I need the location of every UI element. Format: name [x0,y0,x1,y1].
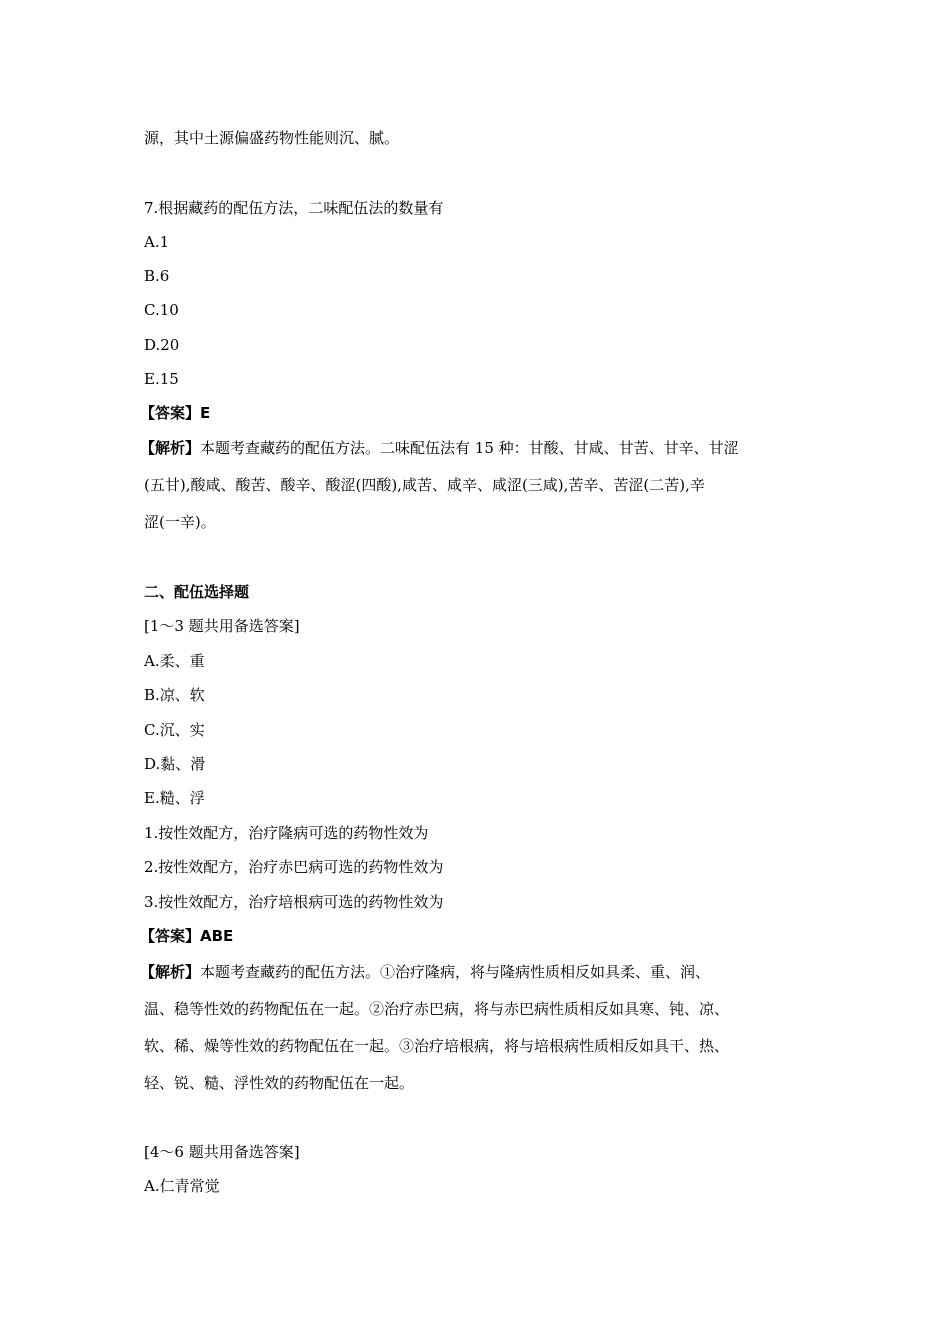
group1-option-a: A.柔、重 [144,652,205,670]
q7-analysis-line-3: 涩(一辛)。 [144,513,216,531]
q7-option-c: C.10 [144,301,179,319]
analysis-label: 【解析】 [140,439,201,457]
q7-answer [140,403,210,423]
group1-question-3: 3.按性效配方，治疗培根病可选的药物性效为 [144,893,444,911]
group1-analysis-line-4: 轻、锐、糙、浮性效的药物配伍在一起。 [144,1074,415,1092]
q7-analysis-line-1 [140,438,739,458]
q7-option-e: E.15 [144,370,179,388]
analysis-text: 本题考查藏药的配伍方法。二味配伍法有 15 种：甘酸、甘咸、甘苦、甘辛、甘涩 [200,439,739,457]
answer-value: E [200,404,211,422]
question-7-stem: 7.根据藏药的配伍方法，二味配伍法的数量有 [144,199,444,217]
answer-label: 【答案】 [140,404,201,422]
group1-analysis-line-3: 软、稀、燥等性效的药物配伍在一起。③治疗培根病，将与培根病性质相反如具干、热、 [144,1037,730,1055]
group1-option-e: E.糙、浮 [144,789,205,807]
section-heading: 二、配伍选择题 [144,583,250,601]
group1-analysis-line-1 [140,962,710,982]
group1-question-1: 1.按性效配方，治疗隆病可选的药物性效为 [144,824,429,842]
analysis-text: 本题考查藏药的配伍方法。①治疗隆病，将与隆病性质相反如具柔、重、润、 [200,963,711,981]
group1-question-2: 2.按性效配方，治疗赤巴病可选的药物性效为 [144,858,444,876]
q7-option-b: B.6 [144,267,170,285]
answer-value: ABE [200,927,234,945]
answer-label: 【答案】 [140,927,201,945]
q7-analysis-line-2: (五甘),酸咸、酸苦、酸辛、酸涩(四酸),咸苦、咸辛、咸涩(三咸),苦辛、苦涩(二苦),辛 [144,476,705,494]
group1-option-c: C.沉、实 [144,721,205,739]
q7-option-a: A.1 [144,233,170,251]
group2-header: [4～6 题共用备选答案] [144,1143,300,1161]
group1-answer [140,926,233,946]
group1-header: [1～3 题共用备选答案] [144,617,300,635]
group1-option-b: B.凉、软 [144,686,205,704]
group1-analysis-line-2: 温、稳等性效的药物配伍在一起。②治疗赤巴病，将与赤巴病性质相反如具寒、钝、凉、 [144,1000,730,1018]
analysis-label: 【解析】 [140,963,201,981]
q7-option-d: D.20 [144,336,180,354]
group2-option-a: A.仁青常觉 [144,1177,220,1195]
group1-option-d: D.黏、滑 [144,755,206,773]
intro-continuation: 源，其中土源偏盛药物性能则沉、腻。 [144,129,400,147]
